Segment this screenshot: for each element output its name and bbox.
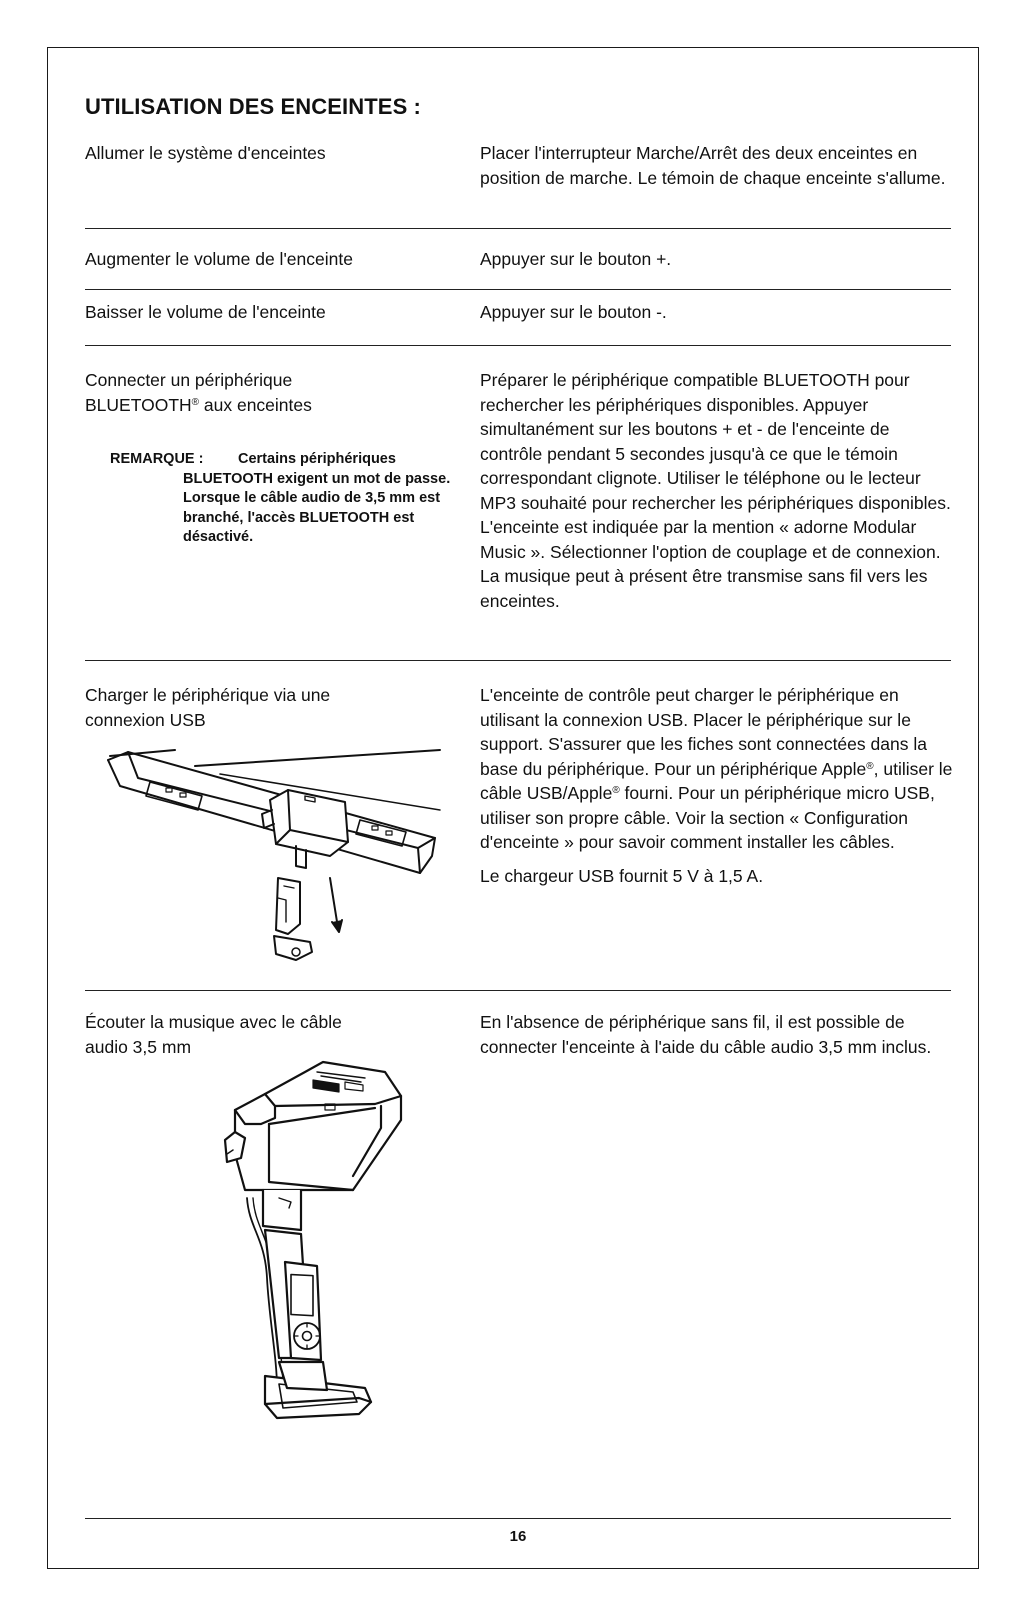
note-text: BLUETOOTH exigent un mot de passe. Lorsque le câble audio de 3,5 mm est branché, l'accès BLUETOOTH est désactivé. [183,470,451,545]
description-text: Appuyer sur le bouton -. [480,302,667,322]
action-text: Augmenter le volume de l'enceinte [85,249,353,269]
note-label: REMARQUE : [110,451,204,467]
row-divider [85,660,951,661]
usb-charging-illustration [100,738,450,968]
action-text: Allumer le système d'enceintes [85,143,326,163]
row-divider [85,289,951,290]
description-text: En l'absence de périphérique sans fil, il est possible de connecter l'enceinte à l'aide du câble audio 3,5 mm inclus. [480,1012,932,1057]
note-block: REMARQUE : Certains périphériques BLUETOOTH exigent un mot de passe. Lorsque le câble audio de 3,5 mm est branché, l'accès BLUETOOTH est désactivé. [110,450,465,548]
description-text: Placer l'interrupteur Marche/Arrêt des deux enceintes en position de marche. Le témoin de chaque enceinte s'allume. [480,143,946,188]
action-text: Charger le périphérique via une connexion USB [85,685,331,730]
action-text: Écouter la musique avec le câble audio 3,5 mm [85,1012,342,1057]
description-text: Appuyer sur le bouton +. [480,249,672,269]
row-divider [85,990,951,991]
row-divider [85,345,951,346]
description-text: L'enceinte de contrôle peut charger le périphérique en utilisant la connexion USB. Placer le périphérique sur le support. S'assurer que les fiches sont connectées dans la base du périphérique. Pour un périphérique Apple®, utiliser le câble USB/Apple® fourni. Pour un périphérique micro USB, utiliser son propre câble. Voir la section « Configuration d'enceinte » pour savoir comment installer les câbles. Le chargeur USB fournit 5 V à 1,5 A. [480,685,953,886]
action-text: Connecter un périphérique BLUETOOTH® aux enceintes [85,370,312,415]
section-title: UTILISATION DES ENCEINTES : [85,94,421,119]
page-number: 16 [509,1528,527,1545]
description-text: Préparer le périphérique compatible BLUETOOTH pour rechercher les périphériques disponibles. Appuyer simultanément sur les boutons + et - de l'enceinte de contrôle pendant 5 secondes jusqu'à ce que le témoin correspondant clignote. Utiliser le téléphone ou le lecteur MP3 souhaité pour rechercher les périphériques disponibles. L'enceinte est indiquée par la mention « adorne Modular Music ». Sélectionner l'option de couplage et de connexion. La musique peut à présent être transmise sans fil vers les enceintes. [480,370,951,611]
action-text: Baisser le volume de l'enceinte [85,302,326,322]
row-divider [85,228,951,229]
audio-dock-illustration [205,1058,415,1458]
footer-rule [85,1518,951,1519]
